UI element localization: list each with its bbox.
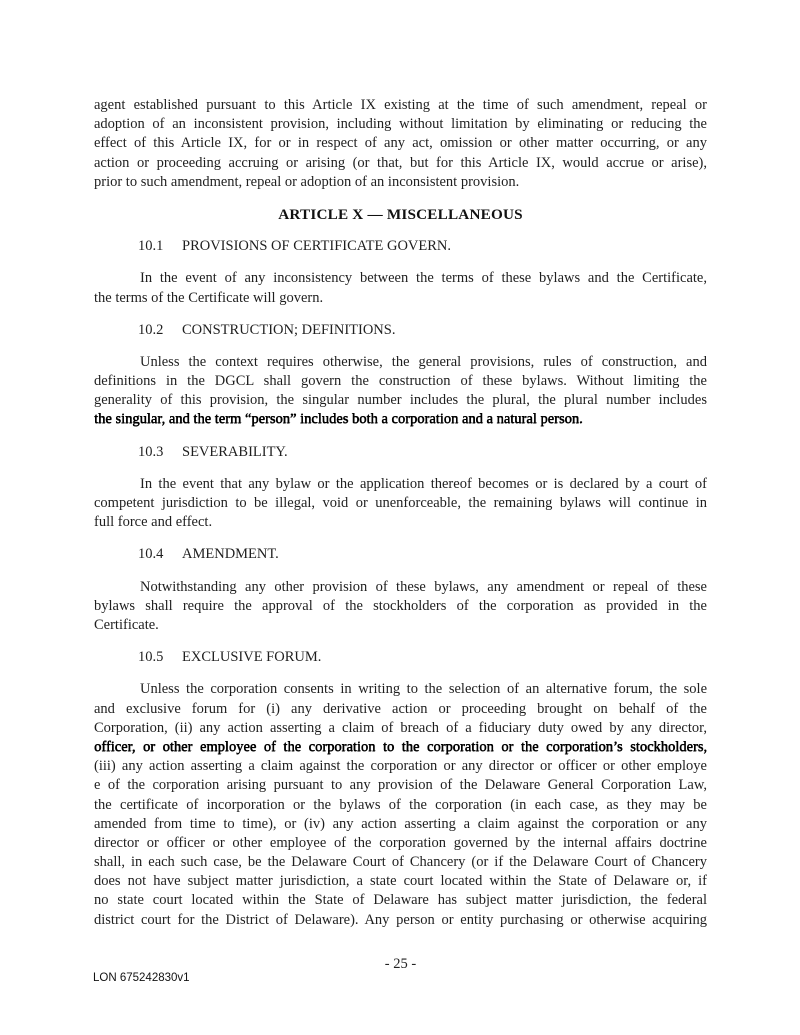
section-heading [94, 545, 707, 564]
section-paragraph [94, 353, 707, 430]
text-line: officer, or other employee of the corporation to the corporation or the corporation’s stockholders, [94, 738, 707, 755]
text-line: amended from time to time), or (iv) any action asserting a claim against the corporation or any [94, 815, 707, 832]
section-heading [94, 237, 707, 256]
text-line: (iii) any action asserting a claim against the corporation or any director or officer or other employe [94, 758, 707, 775]
text-line: agent established pursuant to this Article IX existing at the time of such amendment, repeal or [94, 97, 707, 113]
section-10-4 [94, 545, 707, 635]
text-line: the singular, and the term “person” includes both a corporation and a natural person. [94, 411, 583, 428]
text-line: district court for the District of Delaware). Any person or entity purchasing or otherwise acquiring [94, 911, 707, 928]
continuation-paragraph [94, 96, 707, 192]
section-paragraph [94, 269, 707, 307]
section-title: PROVISIONS OF CERTIFICATE GOVERN. [182, 238, 452, 255]
text-line: does not have subject matter jurisdiction, a state court located within the State of Delaware or, if [94, 873, 707, 890]
section-paragraph [94, 680, 707, 929]
text-line: competent jurisdiction to be illegal, void or unenforceable, the remaining bylaws will continue in [94, 495, 707, 512]
section-10-3 [94, 443, 707, 533]
text-line: Corporation, (ii) any action asserting a claim of breach of a fiduciary duty owed by any director, [94, 719, 707, 736]
page-number: - 25 - [384, 956, 417, 972]
section-number: 10.5 [138, 649, 164, 666]
section-10-2 [94, 321, 707, 430]
text-line: the certificate of incorporation or the bylaws of the corporation (in each case, as they may be [94, 796, 707, 813]
section-heading [94, 321, 707, 340]
text-line: In the event that any bylaw or the application thereof becomes or is declared by a court of [140, 475, 707, 492]
text-line: Certificate. [94, 617, 159, 634]
text-line: adoption of an inconsistent provision, including without limitation by eliminating or reducing the [94, 116, 707, 133]
text-line: Unless the context requires otherwise, the general provisions, rules of construction, and [140, 353, 707, 370]
article-heading: ARTICLE X — MISCELLANEOUS [278, 205, 523, 223]
text-line: the terms of the Certificate will govern. [94, 289, 324, 306]
text-line: Notwithstanding any other provision of these bylaws, any amendment or repeal of these [140, 578, 707, 595]
text-line: and exclusive forum for (i) any derivative action or proceeding brought on behalf of the [94, 700, 707, 717]
page-content [94, 96, 707, 943]
section-title: CONSTRUCTION; DEFINITIONS. [182, 321, 396, 338]
text-line: bylaws shall require the approval of the stockholders of the corporation as provided in the [94, 597, 707, 614]
text-line: prior to such amendment, repeal or adoption of an inconsistent provision. [94, 173, 520, 190]
section-number: 10.4 [138, 546, 164, 563]
text-line: effect of this Article IX, for or in respect of any act, omission or other matter occurring, or any [94, 135, 707, 152]
text-line: full force and effect. [94, 514, 213, 531]
section-paragraph [94, 475, 707, 533]
text-line: definitions in the DGCL shall govern the construction of these bylaws. Without limiting the [94, 373, 707, 390]
document-reference: LON 675242830v1 [93, 972, 190, 984]
section-number: 10.2 [138, 321, 164, 338]
section-title: SEVERABILITY. [182, 443, 288, 460]
section-heading [94, 648, 707, 667]
section-10-5 [94, 648, 707, 930]
text-line: director or officer or other employee of the corporation governed by the internal affairs doctrine [94, 834, 707, 851]
text-line: In the event of any inconsistency between the terms of these bylaws and the Certificate, [140, 270, 707, 287]
text-line: generality of this provision, the singular number includes the plural, the plural number includes [94, 392, 707, 409]
section-paragraph [94, 578, 707, 636]
section-title: EXCLUSIVE FORUM. [182, 649, 322, 666]
text-line: action or proceeding accruing or arising (or that, but for this Article IX, would accrue or arise), [94, 154, 707, 171]
section-10-1 [94, 237, 707, 308]
section-number: 10.1 [138, 238, 164, 255]
text-line: e of the corporation arising pursuant to any provision of the Delaware General Corporation Law, [94, 777, 707, 794]
section-heading [94, 443, 707, 462]
text-line: shall, in each such case, be the Delaware Court of Chancery (or if the Delaware Court of Chancery [94, 854, 707, 871]
text-line: Unless the corporation consents in writing to the selection of an alternative forum, the sole [140, 681, 707, 698]
section-title: AMENDMENT. [182, 546, 279, 563]
text-line: no state court located within the State of Delaware has subject matter jurisdiction, the federal [94, 892, 707, 909]
section-number: 10.3 [138, 443, 164, 460]
